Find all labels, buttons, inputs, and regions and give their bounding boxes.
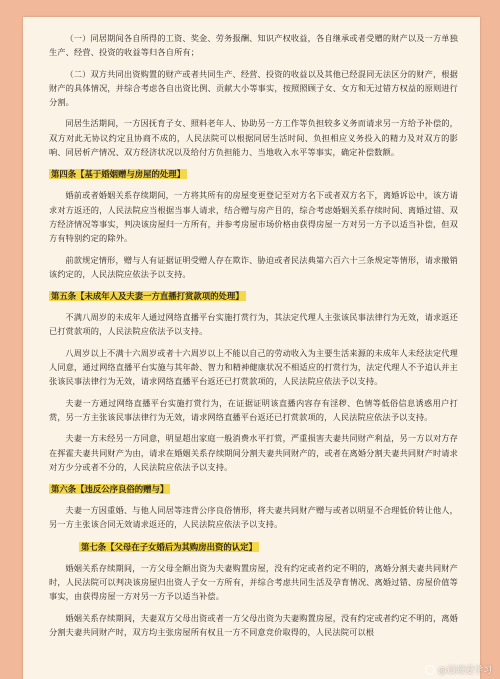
document-page (23, 17, 480, 679)
section-heading-article-5 (49, 290, 458, 303)
section-heading-article-6 (49, 483, 458, 496)
paragraph-item-1: （一）同居期间各自所得的工资、奖金、劳务报酬、知识产权收益，各自继承或者受赠的财产以及一方单独生产、经营、投资的收益等归各自所有； (49, 33, 458, 58)
watermark (425, 663, 492, 676)
section-heading-article-4 (49, 168, 458, 181)
article-7-paragraph-1: 婚姻关系存续期间，一方父母全额出资为夫妻购置房屋，没有约定或者约定不明的，离婚分割夫妻共同财产时，人民法院可以判决该房屋归出资人子女一方所有，并综合考虑共同生活及孕育情况、离婚过错、房屋价值等事实，由获得房屋一方对另一方予以适当补偿。 (49, 562, 458, 602)
watermark-text: @晨曦爱学习 (437, 666, 492, 676)
article-5-paragraph-2: 八周岁以上不满十六周岁或者十六周岁以上不能以自己的劳动收入为主要生活来源的未成年人未经法定代理人同意，通过网络直播平台实施与其年龄、智力和精神健康状况不相适应的打赏行为，法定代理人不予追认并主张该民事法律行为无效，请求网络直播平台返还已打赏款项的，人民法院应依法予以支持。 (49, 347, 458, 387)
heading-highlight: 第五条【未成年人及夫妻一方直播打赏款项的处理】 (51, 291, 244, 302)
article-5-paragraph-3: 夫妻一方通过网络直播平台实施打赏行为，在证据证明该直播内容存有淫秽、色情等低俗信息诱惑用户打赏，另一方主张该民事法律行为无效，请求网络直播平台返还已打赏款项的，人民法院应依法予以支持。 (49, 397, 458, 422)
heading-highlight: 第七条【父母在子女婚后为其购房出资的认定】 (81, 541, 257, 552)
watermark-logo-icon (425, 665, 435, 675)
article-5-paragraph-4: 夫妻一方未经另一方同意，明显超出家庭一般消费水平打赏，严重损害夫妻共同财产利益，另一方以对方存在挥霍夫妻共同财产为由，请求在婚姻关系存续期间分割夫妻共同财产的，或者在离婚分割夫妻共同财产时请求对方少分或者不分的，人民法院应依法予以支持。 (49, 433, 458, 472)
paragraph-compensation: 同居生活期间，一方因抚育子女、照料老年人、协助另一方工作等负担较多义务而请求另一方给予补偿的，双方对此无协议约定且协商不成的，人民法院可以根据同居生活时间、负担相应义务投入的精力及对双方的影响、同居析产情况、双方经济状况以及给付方负担能力、当地收入水平等事实，确定补偿数额。 (49, 118, 458, 158)
article-7-paragraph-2: 婚姻关系存续期间，夫妻双方父母出资或者一方父母出资为夫妻购置房屋，没有约定或者约定不明的，离婚分割夫妻共同财产时，双方均主张房屋所有权且一方不同意竞价取得的，人民法院可以根 (49, 612, 458, 637)
document-content (23, 17, 480, 639)
section-heading-article-7 (79, 541, 458, 554)
heading-highlight: 第四条【基于婚姻赠与房屋的处理】 (51, 169, 185, 180)
heading-highlight: 第六条【违反公序良俗的赠与】 (51, 484, 169, 495)
paragraph-item-2: （二）双方共同出资购置的财产或者共同生产、经营、投资的收益以及其他已经混同无法区分的财产，根据财产的具体情况，并综合考虑各自出资比例、贡献大小等事实，按照照顾子女、女方和无过错方权益的原则进行分割。 (49, 68, 458, 108)
article-5-paragraph-1: 不满八周岁的未成年人通过网络直播平台实施打赏行为，其法定代理人主张该民事法律行为无效，请求返还已打赏款项的，人民法院应依法予以支持。 (49, 312, 458, 337)
article-6-paragraph-1: 夫妻一方因重婚、与他人同居等违背公序良俗情形，将夫妻共同财产赠与或者以明显不合理低价转让他人，另一方主张该合同无效请求返还的，人民法院应依法予以支持。 (49, 505, 458, 530)
article-4-paragraph-1: 婚前或者婚姻关系存续期间，一方将其所有的房屋变更登记至对方名下或者双方名下，离婚诉讼中，该方请求对方返还的，人民法院应当根据当事人请求，结合赠与房产目的，综合考虑婚姻关系存续时间、离婚过错、双方经济情况等事实，判决该房屋归一方所有，并参考房屋市场价格由获得房屋一方对另一方予以适当补偿，但双方有特别约定的除外。 (49, 190, 458, 244)
article-4-paragraph-2: 前款规定情形，赠与人有证据证明受赠人存在欺诈、胁迫或者民法典第六百六十三条规定等情形，请求撤销该约定的，人民法院应依法予以支持。 (49, 254, 458, 279)
